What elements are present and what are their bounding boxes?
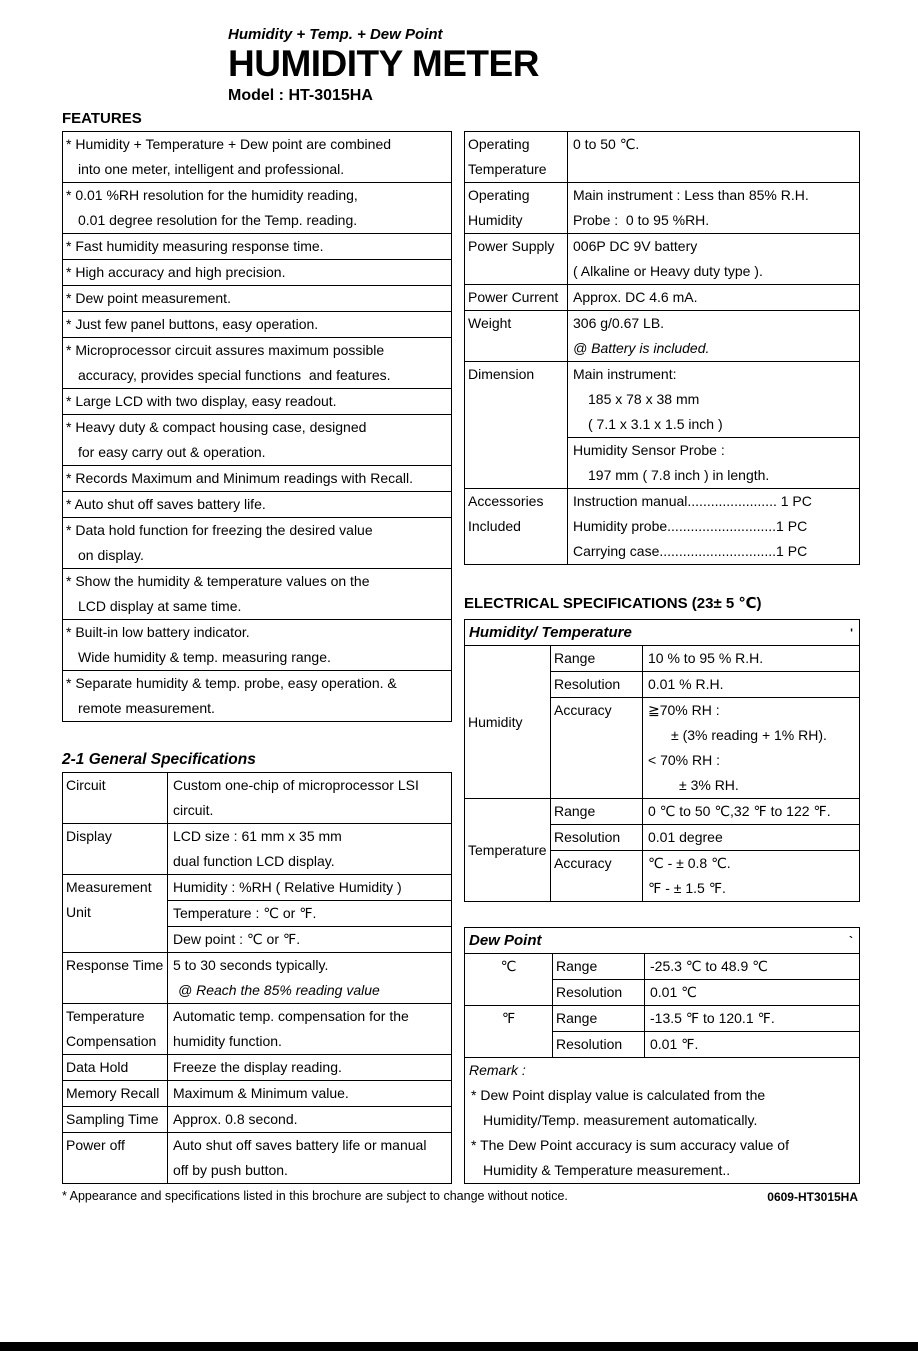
spec-value: Maximum & Minimum value. — [173, 1085, 349, 1101]
feature-line: * Data hold function for freezing the desired value — [66, 522, 373, 538]
page-title: HUMIDITY METER — [228, 43, 539, 84]
table-title: Humidity/ Temperature — [469, 624, 632, 641]
spec-label: Measurement Unit — [63, 875, 168, 952]
param-row-resolution: Resolution 0.01 degree — [551, 824, 859, 850]
feature-line: * Heavy duty & compact housing case, designed — [66, 419, 367, 435]
spec-row-power-supply — [465, 233, 859, 284]
spec-value: 006P DC 9V battery ( Alkaline or Heavy duty type ). — [573, 238, 763, 279]
humidity-temperature-table — [464, 619, 860, 902]
feature-line: * Auto shut off saves battery life. — [66, 496, 266, 512]
document-header — [228, 26, 918, 105]
feature-item — [63, 259, 451, 285]
param-row-resolution: Resolution 0.01 ℃ — [553, 979, 859, 1005]
humidity-group — [465, 645, 859, 798]
spec-value: LCD size : 61 mm x 35 mm dual function LCD display. — [173, 828, 342, 869]
spec-row-temperature-compensation — [63, 1003, 451, 1054]
param-row-resolution: Resolution 0.01 ℉. — [553, 1031, 859, 1057]
content-columns — [62, 109, 918, 1184]
tick-mark: ' — [850, 625, 853, 640]
spec-value: Custom one-chip of microprocessor LSI circuit. — [173, 777, 419, 818]
spec-label: Operating Temperature — [465, 132, 568, 182]
general-specs-table — [62, 772, 452, 1184]
remark-title: Remark : — [469, 1062, 526, 1078]
spec-label: Temperature Compensation — [63, 1004, 168, 1054]
spec-row-sampling-time — [63, 1106, 451, 1132]
remark-line: Humidity/Temp. measurement automatically. — [483, 1112, 758, 1128]
feature-item — [63, 132, 451, 182]
document-code: 0609-HT3015HA — [767, 1190, 858, 1204]
spec-value: 306 g/0.67 LB. @ Battery is included. — [573, 315, 710, 356]
spec-value: Approx. 0.8 second. — [173, 1111, 298, 1127]
spec-row-data-hold — [63, 1054, 451, 1080]
spec-label: Weight — [465, 311, 568, 361]
model-number: Model : HT-3015HA — [228, 87, 373, 104]
spec-label: Circuit — [63, 773, 168, 823]
feature-item — [63, 619, 451, 670]
feature-item — [63, 568, 451, 619]
spec-value: Instruction manual....................... 1 PC Humidity probe............................1 PC Carrying case..............................1 PC — [573, 493, 812, 559]
feature-item — [63, 285, 451, 311]
feature-line: into one meter, intelligent and professional. — [78, 161, 345, 177]
feature-item — [63, 182, 451, 233]
spec-row-dimension — [465, 361, 859, 488]
feature-item — [63, 414, 451, 465]
spec-label: Response Time — [63, 953, 168, 1003]
spec-row-power-off — [63, 1132, 451, 1183]
spec-label: Dimension — [465, 362, 568, 488]
electrical-specs-heading: ELECTRICAL SPECIFICATIONS (23± 5 ℃) — [464, 595, 762, 612]
spec-label: Power Supply — [465, 234, 568, 284]
footnote-text: * Appearance and specifications listed in this brochure are subject to change without notice. — [62, 1189, 568, 1203]
param-row-range: Range -13.5 ℉ to 120.1 ℉. — [553, 1006, 859, 1031]
feature-line: * Built-in low battery indicator. — [66, 624, 250, 640]
feature-line: LCD display at same time. — [78, 598, 242, 614]
spec-value: Auto shut off saves battery life or manual off by push button. — [173, 1137, 427, 1178]
spec-row-accessories — [465, 488, 859, 564]
remark-section — [465, 1057, 859, 1183]
feature-line: * Dew point measurement. — [66, 290, 231, 306]
spec-value: Approx. DC 4.6 mA. — [573, 289, 698, 305]
feature-item — [63, 491, 451, 517]
feature-line: * Humidity + Temperature + Dew point are combined — [66, 136, 392, 152]
features-heading: FEATURES — [62, 110, 142, 127]
param-row-accuracy: Accuracy ≧70% RH : ± (3% reading + 1% RH). < 70% RH : ± 3% RH. — [551, 697, 859, 798]
scan-edge-bar — [0, 1342, 918, 1351]
spec-row-circuit — [63, 773, 451, 823]
spec-label: Memory Recall — [63, 1081, 168, 1106]
group-label: ℉ — [465, 1006, 553, 1057]
dew-point-table — [464, 927, 860, 1184]
spec-row-measurement-unit — [63, 874, 451, 952]
feature-line: 0.01 degree resolution for the Temp. reading. — [78, 212, 358, 228]
feature-item — [63, 465, 451, 491]
feature-line: remote measurement. — [78, 700, 215, 716]
spec-row-display — [63, 823, 451, 874]
fahrenheit-group — [465, 1005, 859, 1057]
spec-value: Main instrument : Less than 85% R.H. Probe : 0 to 95 %RH. — [573, 187, 809, 228]
feature-line: * Microprocessor circuit assures maximum possible — [66, 342, 385, 358]
operating-specs-table — [464, 131, 860, 565]
feature-item — [63, 233, 451, 259]
feature-line: * Large LCD with two display, easy readout. — [66, 393, 337, 409]
feature-item — [63, 337, 451, 388]
feature-item — [63, 311, 451, 337]
param-row-range: Range -25.3 ℃ to 48.9 ℃ — [553, 954, 859, 979]
feature-line: * Just few panel buttons, easy operation. — [66, 316, 319, 332]
general-specs-heading: 2-1 General Specifications — [62, 751, 256, 768]
right-column — [464, 109, 860, 1184]
param-row-accuracy: Accuracy ℃ - ± 0.8 ℃. ℉ - ± 1.5 ℉. — [551, 850, 859, 901]
spec-row-power-current — [465, 284, 859, 310]
spec-row-operating-temperature — [465, 132, 859, 182]
feature-item — [63, 517, 451, 568]
spec-label: Operating Humidity — [465, 183, 568, 233]
spec-label: Accessories Included — [465, 489, 568, 564]
temperature-group — [465, 798, 859, 901]
spec-value: Automatic temp. compensation for the humidity function. — [173, 1008, 409, 1049]
left-column — [62, 109, 452, 1184]
remark-line: * The Dew Point accuracy is sum accuracy value of — [471, 1137, 789, 1153]
table-title: Dew Point — [469, 932, 542, 949]
celsius-group — [465, 953, 859, 1005]
spec-row-memory-recall — [63, 1080, 451, 1106]
spec-value: Main instrument: 185 x 78 x 38 mm ( 7.1 x 3.1 x 1.5 inch ) Humidity Sensor Probe : 197 mm ( 7.8 inch ) in length. — [568, 362, 859, 488]
spec-value: Humidity : %RH ( Relative Humidity ) Temperature : ℃ or ℉. Dew point : ℃ or ℉. — [168, 875, 451, 952]
feature-line: * Show the humidity & temperature values on the — [66, 573, 370, 589]
spec-row-weight — [465, 310, 859, 361]
remark-line: * Dew Point display value is calculated from the — [471, 1087, 766, 1103]
param-row-range: Range 0 ℃ to 50 ℃,32 ℉ to 122 ℉. — [551, 799, 859, 824]
features-table — [62, 131, 452, 722]
feature-line: on display. — [78, 547, 144, 563]
feature-line: * Fast humidity measuring response time. — [66, 238, 324, 254]
page-footnote — [62, 1189, 858, 1204]
feature-line: * Records Maximum and Minimum readings with Recall. — [66, 470, 414, 486]
feature-item — [63, 670, 451, 721]
feature-line: accuracy, provides special functions and features. — [78, 367, 391, 383]
spec-value: 0 to 50 ℃. — [573, 136, 640, 152]
spec-value: Freeze the display reading. — [173, 1059, 342, 1075]
group-label: Temperature — [465, 799, 551, 901]
spec-row-operating-humidity — [465, 182, 859, 233]
feature-line: * High accuracy and high precision. — [66, 264, 286, 280]
tick-mark: ` — [849, 933, 853, 948]
spec-label: Power Current — [465, 285, 568, 310]
feature-line: Wide humidity & temp. measuring range. — [78, 649, 331, 665]
remark-line: Humidity & Temperature measurement.. — [483, 1162, 731, 1178]
feature-line: for easy carry out & operation. — [78, 444, 266, 460]
table-title-row — [465, 928, 859, 953]
spec-label: Sampling Time — [63, 1107, 168, 1132]
feature-item — [63, 388, 451, 414]
group-label: Humidity — [465, 646, 551, 798]
table-title-row — [465, 620, 859, 645]
param-row-range: Range 10 % to 95 % R.H. — [551, 646, 859, 671]
spec-label: Display — [63, 824, 168, 874]
product-subtitle: Humidity + Temp. + Dew Point — [228, 26, 443, 43]
spec-value: 5 to 30 seconds typically. @ Reach the 85% reading value — [173, 957, 380, 998]
feature-line: * Separate humidity & temp. probe, easy operation. & — [66, 675, 397, 691]
spec-label: Power off — [63, 1133, 168, 1183]
spec-label: Data Hold — [63, 1055, 168, 1080]
datasheet-page — [0, 26, 918, 1351]
param-row-resolution: Resolution 0.01 % R.H. — [551, 671, 859, 697]
spec-row-response-time — [63, 952, 451, 1003]
group-label: ℃ — [465, 954, 553, 1005]
feature-line: * 0.01 %RH resolution for the humidity reading, — [66, 187, 358, 203]
